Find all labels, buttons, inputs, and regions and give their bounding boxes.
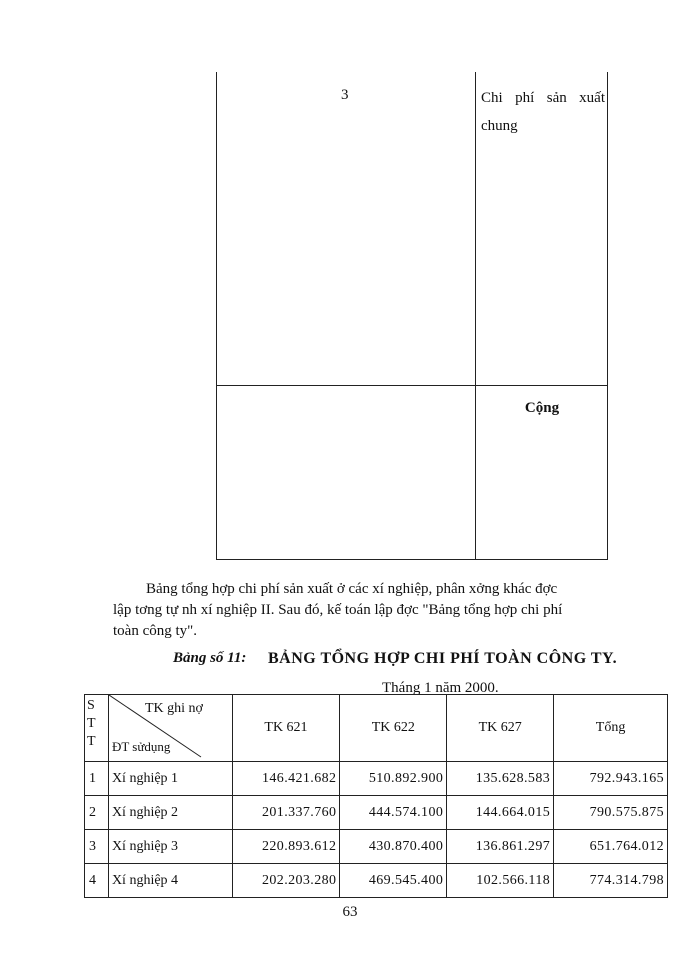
row-tk622: 430.870.400 xyxy=(340,830,447,864)
row-total: 792.943.165 xyxy=(554,762,668,796)
paragraph-line: Bảng tổng hợp chi phí sản xuất ở các xí nghiệp, phân xởng khác đợc xyxy=(146,581,558,597)
stt-header-t: T xyxy=(87,716,96,731)
company-cost-summary-table xyxy=(84,694,668,898)
stt-header-t: T xyxy=(87,734,96,749)
row-total: 790.575.875 xyxy=(554,796,668,830)
row-tk627: 135.628.583 xyxy=(447,762,554,796)
cost-table-continuation xyxy=(216,72,608,560)
column-header-tk627: TK 627 xyxy=(447,695,554,762)
paragraph-line: lập tơng tự nh xí nghiệp II. Sau đó, kế toán lập đợc "Bảng tổng hợp chi phí xyxy=(113,602,563,618)
table-row xyxy=(85,762,668,796)
row-stt: 4 xyxy=(85,864,109,898)
stt-header-s: S xyxy=(87,698,95,713)
row-stt: 3 xyxy=(85,830,109,864)
table-caption-label: Bảng số 11: xyxy=(173,650,247,666)
row-unit: Xí nghiệp 3 xyxy=(108,830,232,864)
row-tk621: 220.893.612 xyxy=(232,830,340,864)
row-label: Chi phí sản xuất chung xyxy=(481,90,605,134)
diagonal-header-cell xyxy=(108,695,232,762)
table-header-row xyxy=(85,695,668,762)
row-total: 774.314.798 xyxy=(554,864,668,898)
row-tk622: 469.545.400 xyxy=(340,864,447,898)
row-unit: Xí nghiệp 4 xyxy=(108,864,232,898)
tk-ghi-no-label: TK ghi nợ xyxy=(144,701,203,716)
row-tk621: 146.421.682 xyxy=(232,762,340,796)
table-caption-title: BẢNG TỔNG HỢP CHI PHÍ TOÀN CÔNG TY. xyxy=(268,650,618,667)
column-header-tk622: TK 622 xyxy=(340,695,447,762)
row-number: 3 xyxy=(341,87,349,103)
row-stt: 1 xyxy=(85,762,109,796)
row-total: 651.764.012 xyxy=(554,830,668,864)
row-stt: 2 xyxy=(85,796,109,830)
row-tk627: 136.861.297 xyxy=(447,830,554,864)
total-label: Cộng xyxy=(524,400,560,416)
row-unit: Xí nghiệp 1 xyxy=(108,762,232,796)
row-tk627: 102.566.118 xyxy=(447,864,554,898)
column-header-total: Tổng xyxy=(554,695,668,762)
paragraph-line: toàn công ty". xyxy=(113,623,198,639)
table-row xyxy=(85,864,668,898)
row-tk627: 144.664.015 xyxy=(447,796,554,830)
page-number: 63 xyxy=(342,904,358,920)
row-unit: Xí nghiệp 2 xyxy=(108,796,232,830)
row-tk621: 202.203.280 xyxy=(232,864,340,898)
row-tk621: 201.337.760 xyxy=(232,796,340,830)
stt-header xyxy=(85,695,109,762)
row-tk622: 444.574.100 xyxy=(340,796,447,830)
table-row xyxy=(85,796,668,830)
dt-su-dung-label: ĐT sửdụng xyxy=(111,739,171,754)
table-caption-date: Tháng 1 năm 2000. xyxy=(382,680,499,696)
column-header-tk621: TK 621 xyxy=(232,695,340,762)
table-column-divider xyxy=(475,72,476,559)
table-row xyxy=(85,830,668,864)
row-tk622: 510.892.900 xyxy=(340,762,447,796)
table-row-divider xyxy=(217,385,607,386)
